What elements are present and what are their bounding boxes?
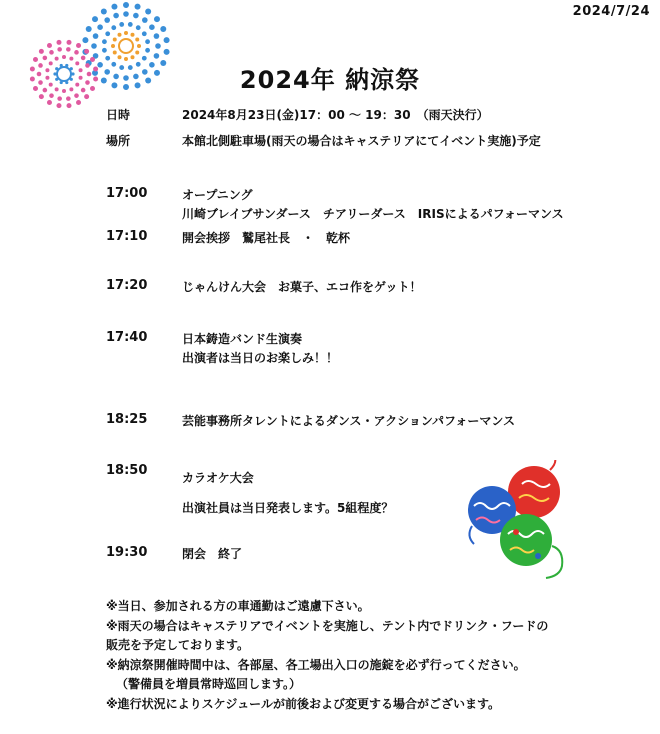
schedule-line: 日本鋳造バンド生演奏 [182, 332, 303, 346]
green-yoyo-icon [500, 514, 562, 578]
notes-section [106, 597, 548, 714]
schedule-desc [182, 412, 515, 431]
schedule-desc [182, 330, 338, 368]
schedule-time: 18:50 [106, 463, 148, 478]
schedule-desc [182, 229, 350, 248]
schedule-line: 開会挨拶 鷲尾社長 ・ 乾杯 [182, 231, 351, 245]
schedule-time: 19:30 [106, 545, 148, 560]
schedule-time: 17:10 [106, 229, 148, 244]
schedule-line: オープニング [182, 188, 253, 202]
place-label: 場所 [106, 134, 131, 148]
document-date: 2024/7/24 [572, 4, 650, 19]
schedule-time: 18:25 [106, 412, 148, 427]
schedule-line: じゃんけん大会 お菓子、エコ作をゲット！ [182, 280, 422, 294]
schedule-time: 17:20 [106, 278, 148, 293]
schedule-line: 芸能事務所タレントによるダンス・アクションパフォーマンス [182, 414, 516, 428]
schedule-line: 閉会 終了 [182, 547, 243, 561]
page-title: 2024年 納涼祭 [239, 66, 421, 94]
note-line: （警備員を増員常時巡回します。） [116, 677, 302, 691]
schedule-desc [182, 545, 242, 564]
schedule-desc [182, 278, 422, 297]
datetime-label: 日時 [106, 108, 131, 122]
place-value: 本館北側駐車場(雨天の場合はキャステリアにてイベント実施)予定 [182, 134, 541, 148]
schedule-line: カラオケ大会 [182, 471, 254, 485]
note-line: ※雨天の場合はキャステリアでイベントを実施し、テント内でドリンク・フードの [106, 618, 549, 633]
note-line: ※進行状況によりスケジュールが前後および変更する場合がございます。 [106, 696, 500, 711]
schedule-desc [182, 186, 564, 224]
note-line: 販売を予定しております。 [106, 638, 250, 652]
datetime-value: 2024年8月23日(金)17：00 ～ 19：30 （雨天決行） [182, 108, 489, 122]
schedule-line: 出演者は当日のお楽しみ！！ [182, 351, 339, 365]
water-balloon-yoyo-illustration [464, 460, 576, 588]
note-line: ※納涼祭開催時間中は、各部屋、各工場出入口の施錠を必ず行ってください。 [106, 657, 526, 672]
schedule-desc [182, 463, 393, 523]
schedule-line: 出演社員は当日発表します。5組程度？ [182, 501, 394, 515]
schedule-time: 17:00 [106, 186, 148, 201]
schedule-time: 17:40 [106, 330, 148, 345]
note-line: ※当日、参加される方の車通勤はご遠慮下さい。 [106, 599, 370, 613]
schedule-line: 川崎ブレイブサンダース チアリーダース IRISによるパフォーマンス [182, 207, 564, 221]
